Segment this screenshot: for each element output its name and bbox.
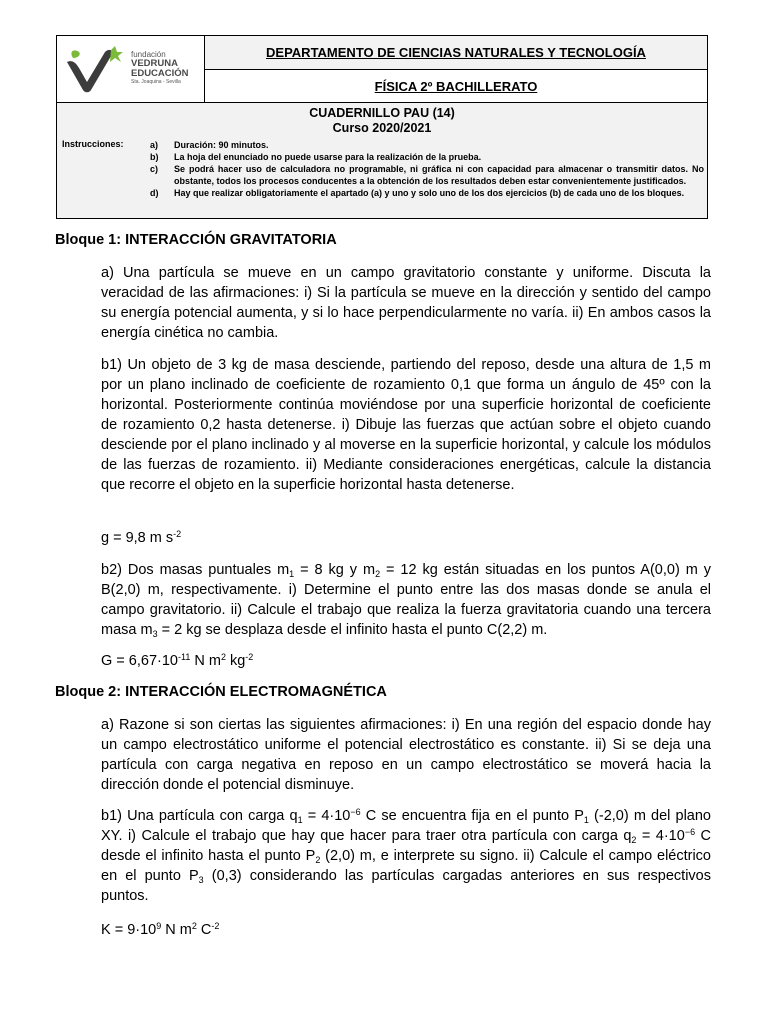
K-text: C xyxy=(196,922,212,938)
logo xyxy=(57,36,205,103)
b2-subscript: 2 xyxy=(375,569,381,579)
block1-G-constant xyxy=(101,651,711,671)
subject-cell xyxy=(205,70,707,103)
block2-K-constant xyxy=(101,920,711,940)
b1-text: C se encuentra fija en el punto P xyxy=(360,808,584,824)
logo-text-line1: fundación xyxy=(131,50,166,59)
instructions-list xyxy=(150,139,704,199)
subject-title: FÍSICA 2º BACHILLERATO xyxy=(374,78,538,94)
G-exponent: -11 xyxy=(177,652,191,662)
b1-exponent: −6 xyxy=(684,827,696,837)
b1-text: = 4·10 xyxy=(302,808,351,824)
block1-title: Bloque 1: INTERACCIÓN GRAVITATORIA xyxy=(55,232,337,248)
block1-question-b2 xyxy=(101,560,711,640)
block1-g-constant xyxy=(101,528,711,548)
b2-text: = 12 kg están situadas en los puntos A(0,0) m y B(2,0) m, respectivamente. i) Determine el punto entre las dos masas donde se anula el campo gravitatorio. ii) Calcule el trabajo que realiza la fuerza gravitatoria cuando una tercera masa m xyxy=(101,562,711,638)
b1-text: C desde el infinito hasta el punto P xyxy=(101,828,711,864)
logo-text-line2: VEDRUNA xyxy=(131,58,178,69)
G-text: N m xyxy=(190,653,221,669)
G-exponent: -2 xyxy=(245,652,254,662)
instruction-text: Hay que realizar obligatoriamente el apartado (a) y uno y solo uno de los dos ejercicios (b) de cada uno de los bloques. xyxy=(174,188,685,198)
b1-subscript: 3 xyxy=(198,875,204,885)
instruction-letter: a) xyxy=(150,140,159,150)
course-year: Curso 2020/2021 xyxy=(332,121,432,135)
b2-text: = 8 kg y m xyxy=(294,562,376,578)
K-exponent: -2 xyxy=(211,921,220,931)
G-text: G = 6,67·10 xyxy=(101,653,178,669)
b2-subscript: 3 xyxy=(152,629,158,639)
instruction-item xyxy=(150,163,704,187)
instruction-item xyxy=(150,151,704,163)
G-exponent: 2 xyxy=(220,652,226,662)
b2-text: b2) Dos masas puntuales m xyxy=(101,562,290,578)
block2-question-a: a) Razone si son ciertas las siguientes afirmaciones: i) En una región del espacio donde hay un campo electrostático uniforme el potencial electrostático es constante. ii) Si se deja una partícula con carga negativa en reposo en un campo electrostático se moverá hacia la dirección donde el potencial disminuye. xyxy=(101,717,711,793)
instruction-text: Duración: 90 minutos. xyxy=(174,140,269,150)
K-text: N m xyxy=(161,922,192,938)
b1-text: (-2,0) m del plano XY. i) Calcule el trabajo que hay que hacer para traer otra partícula con carga q xyxy=(101,808,711,844)
instruction-letter: d) xyxy=(150,188,159,198)
b1-text: (2,0) m, e interprete su signo. ii) Calcule el campo eléctrico en el punto P xyxy=(101,848,711,884)
b2-subscript: 1 xyxy=(289,569,295,579)
instruction-text: La hoja del enunciado no puede usarse para la realización de la prueba. xyxy=(174,152,482,162)
g-constant-base: g = 9,8 m s xyxy=(101,530,174,546)
b1-subscript: 1 xyxy=(583,815,589,825)
block2-question-b1 xyxy=(101,806,711,906)
vedruna-check-logo-icon xyxy=(65,46,127,94)
b1-subscript: 2 xyxy=(631,835,637,845)
instruction-item xyxy=(150,187,704,199)
K-exponent: 9 xyxy=(156,921,162,931)
b1-text: (0,3) considerando las partículas cargadas anteriores en sus respectivos puntos. xyxy=(101,868,711,904)
instructions-section xyxy=(57,103,707,218)
b1-text: b1) Una partícula con carga q xyxy=(101,808,298,824)
b1-exponent: −6 xyxy=(350,807,361,817)
block1-question-b1: b1) Un objeto de 3 kg de masa desciende, partiendo del reposo, desde una altura de 1,5 m por un plano inclinado de coeficiente de rozamiento 0,1 que forma un ángulo de 45º con la horizontal. Posteriormente continúa moviéndose por una superficie horizontal de coeficiente de rozamiento 0,2 hasta detenerse. i) Dibuje las fuerzas que actúan sobre el objeto cuando desciende por el plano inclinado y al moverse en la superficie horizontal, y calcule los módulos de las fuerzas de rozamiento. ii) Mediante consideraciones energéticas, calcule la distancia que recorre el objeto en la superficie horizontal hasta detenerse. xyxy=(101,357,711,493)
exam-header xyxy=(56,35,708,219)
b2-text: = 2 kg se desplaza desde el infinito hasta el punto C(2,2) m. xyxy=(157,622,548,638)
instruction-item xyxy=(150,139,704,151)
department-title: DEPARTAMENTO DE CIENCIAS NATURALES Y TECNOLOGÍA xyxy=(266,45,646,60)
b1-text: = 4·10 xyxy=(636,828,685,844)
block2-title: Bloque 2: INTERACCIÓN ELECTROMAGNÉTICA xyxy=(55,684,387,700)
instruction-letter: c) xyxy=(150,164,159,174)
logo-text-line4: Sta. Joaquina - Sevilla xyxy=(131,79,181,85)
G-text: kg xyxy=(225,653,246,669)
b1-subscript: 1 xyxy=(297,815,303,825)
block1-question-a: a) Una partícula se mueve en un campo gravitatorio constante y uniforme. Discuta la veracidad de las afirmaciones: i) Si la partícula se mueve en la dirección y sentido del campo su energía potencial aumenta, y si lo hace perpendicularmente no varía. ii) En ambos casos la energía cinética no cambia. xyxy=(101,265,711,341)
K-exponent: 2 xyxy=(191,921,197,931)
instruction-letter: b) xyxy=(150,152,159,162)
instructions-label: Instrucciones: xyxy=(62,139,124,149)
instruction-text: Se podrá hacer uso de calculadora no programable, ni gráfica ni con capacidad para almacenar o transmitir datos. No obstante, todos los procesos conducentes a la obtención de los resultados deben estar convenientemente justificados. xyxy=(174,164,704,186)
b1-subscript: 2 xyxy=(315,855,321,865)
g-constant-exponent: -2 xyxy=(173,529,182,539)
department-cell xyxy=(205,36,707,70)
K-text: K = 9·10 xyxy=(101,922,157,938)
logo-text-line3: EDUCACIÓN xyxy=(131,68,189,79)
booklet-title: CUADERNILLO PAU (14) xyxy=(309,106,455,120)
